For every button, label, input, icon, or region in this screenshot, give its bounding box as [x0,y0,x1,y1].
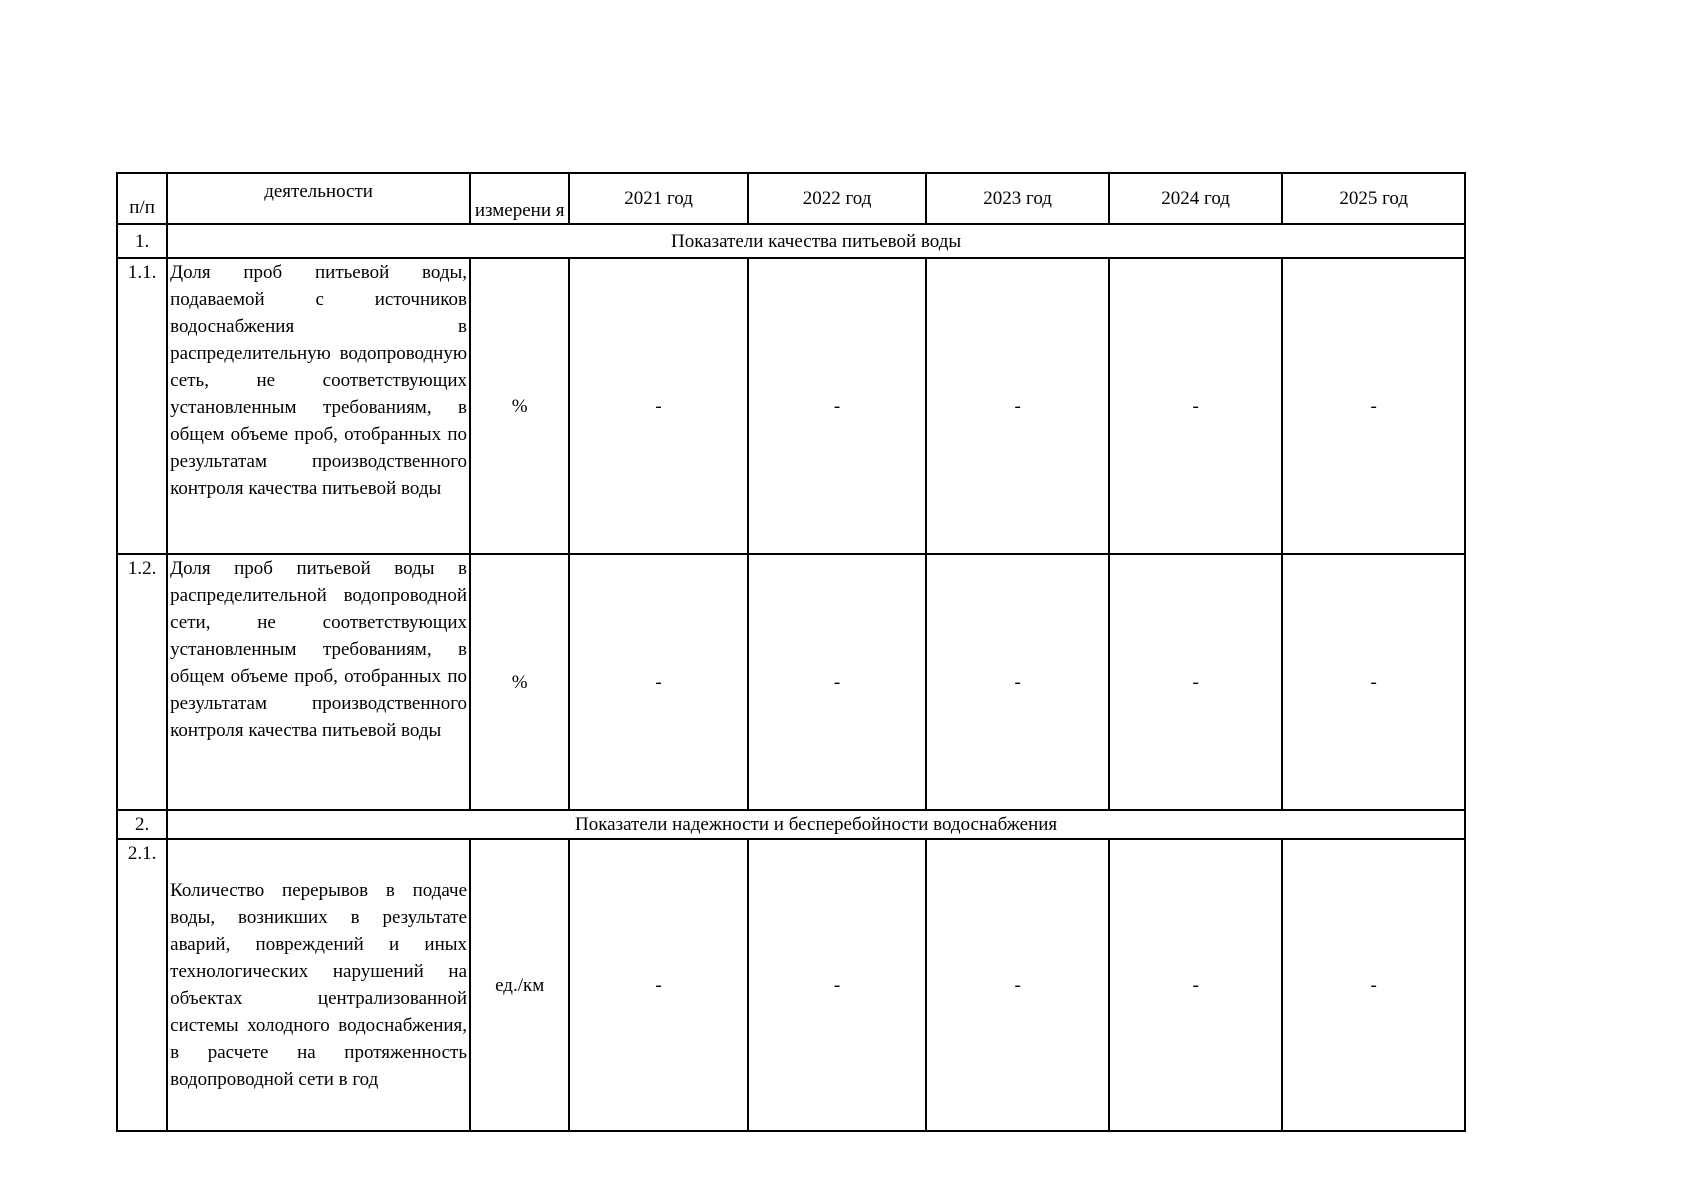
header-year-2022: 2022 год [802,188,872,209]
section-title: Показатели надежности и бесперебойности водоснабжения [167,810,1465,839]
row-number: 1.1. [117,258,167,554]
header-name-cell [167,173,470,224]
value-cell: - [569,839,748,1131]
section-title: Показатели качества питьевой воды [167,224,1465,258]
value-cell: - [1282,258,1465,554]
section-number: 2. [117,810,167,839]
header-unit-cell [470,173,569,224]
value-cell: - [748,839,927,1131]
table-row [117,554,1465,810]
header-year-cell [748,173,927,224]
table-row [117,258,1465,554]
table-header-row [117,173,1465,224]
header-year-cell [926,173,1109,224]
header-year-2024: 2024 год [1161,188,1230,209]
indicator-name: Доля проб питьевой воды в распределительной водопроводной сети, не соответствующих установленным требованиям, в общем объеме проб, отобранных по результатам производственного контроля качества питьевой воды [167,554,470,810]
row-number: 1.2. [117,554,167,810]
header-name-label: деятельности [264,181,373,202]
header-num-label: п/п [129,197,155,218]
header-year-2021: 2021 год [624,188,693,209]
header-num-cell [117,173,167,224]
value-cell: - [1109,258,1283,554]
section-number: 1. [117,224,167,258]
value-cell: - [1282,839,1465,1131]
section-row-1 [117,224,1465,258]
header-unit-label: измерени я [474,200,565,221]
value-cell: - [926,258,1109,554]
unit-cell: % [470,554,569,810]
value-cell: - [1109,839,1283,1131]
header-year-2025: 2025 год [1339,188,1409,209]
value-cell: - [1282,554,1465,810]
value-cell: - [926,839,1109,1131]
table-row [117,839,1465,1131]
value-cell: - [569,258,748,554]
header-year-cell [1109,173,1283,224]
header-year-2023: 2023 год [983,188,1052,209]
section-row-2 [117,810,1465,839]
indicator-name: Доля проб питьевой воды, подаваемой с источников водоснабжения в распределительную водопроводную сеть, не соответствующих установленным требованиям, в общем объеме проб, отобранных по результатам производственного контроля качества питьевой воды [167,258,470,554]
indicators-table [116,172,1466,1132]
indicator-name: Количество перерывов в подаче воды, возникших в результате аварий, повреждений и иных технологических нарушений на объектах централизованной системы холодного водоснабжения, в расчете на протяженность водопроводной сети в год [167,839,470,1131]
value-cell: - [569,554,748,810]
header-year-cell [569,173,748,224]
row-number: 2.1. [117,839,167,1131]
value-cell: - [926,554,1109,810]
value-cell: - [748,258,927,554]
unit-cell: % [470,258,569,554]
header-year-cell [1282,173,1465,224]
value-cell: - [1109,554,1283,810]
value-cell: - [748,554,927,810]
unit-cell: ед./км [470,839,569,1131]
